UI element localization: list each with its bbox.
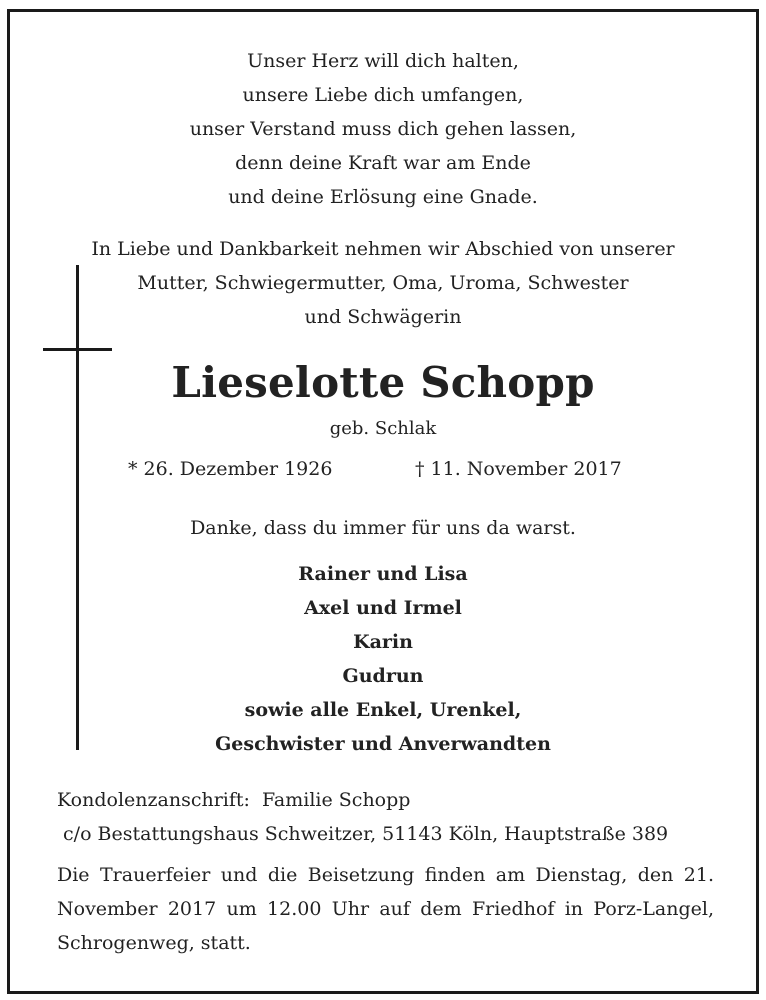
poem-line: denn deine Kraft war am Ende xyxy=(235,152,531,174)
maiden-name: geb. Schlak xyxy=(329,418,437,439)
mourners-list xyxy=(0,557,766,761)
mourner: sowie alle Enkel, Urenkel, xyxy=(244,699,522,721)
mourner: Karin xyxy=(353,631,413,653)
poem-line: Unser Herz will dich halten, xyxy=(247,50,519,72)
cross-icon-bar xyxy=(43,348,112,351)
mourner: Rainer und Lisa xyxy=(298,563,468,585)
condolence-line: c/o Bestattungshaus Schweitzer, 51143 Köln, Hauptstraße 389 xyxy=(57,823,669,845)
condolence-line: Kondolenzanschrift: Familie Schopp xyxy=(57,789,411,811)
mourner: Axel und Irmel xyxy=(304,597,462,619)
intro-line: und Schwägerin xyxy=(304,306,462,328)
poem xyxy=(0,44,766,214)
deceased-name: Lieselotte Schopp xyxy=(171,358,595,407)
poem-line: und deine Erlösung eine Gnade. xyxy=(228,186,538,208)
poem-line: unser Verstand muss dich gehen lassen, xyxy=(189,118,577,140)
condolence-address xyxy=(57,783,668,851)
farewell-intro xyxy=(0,232,766,334)
poem-line: unsere Liebe dich umfangen, xyxy=(242,84,524,106)
thanks-line: Danke, dass du immer für uns da warst. xyxy=(190,517,576,539)
mourner: Gudrun xyxy=(342,665,424,687)
death-date: † 11. November 2017 xyxy=(415,458,622,480)
intro-line: In Liebe und Dankbarkeit nehmen wir Abschied von unserer xyxy=(91,238,675,260)
funeral-notice: Die Trauerfeier und die Beisetzung finden am Dienstag, den 21. November 2017 um 12.00 Uhr auf dem Friedhof in Porz-Langel, Schrogenweg, statt. xyxy=(57,864,714,954)
mourner: Geschwister und Anverwandten xyxy=(215,733,551,755)
intro-line: Mutter, Schwiegermutter, Oma, Uroma, Schwester xyxy=(137,272,629,294)
birth-date: * 26. Dezember 1926 xyxy=(128,458,333,480)
